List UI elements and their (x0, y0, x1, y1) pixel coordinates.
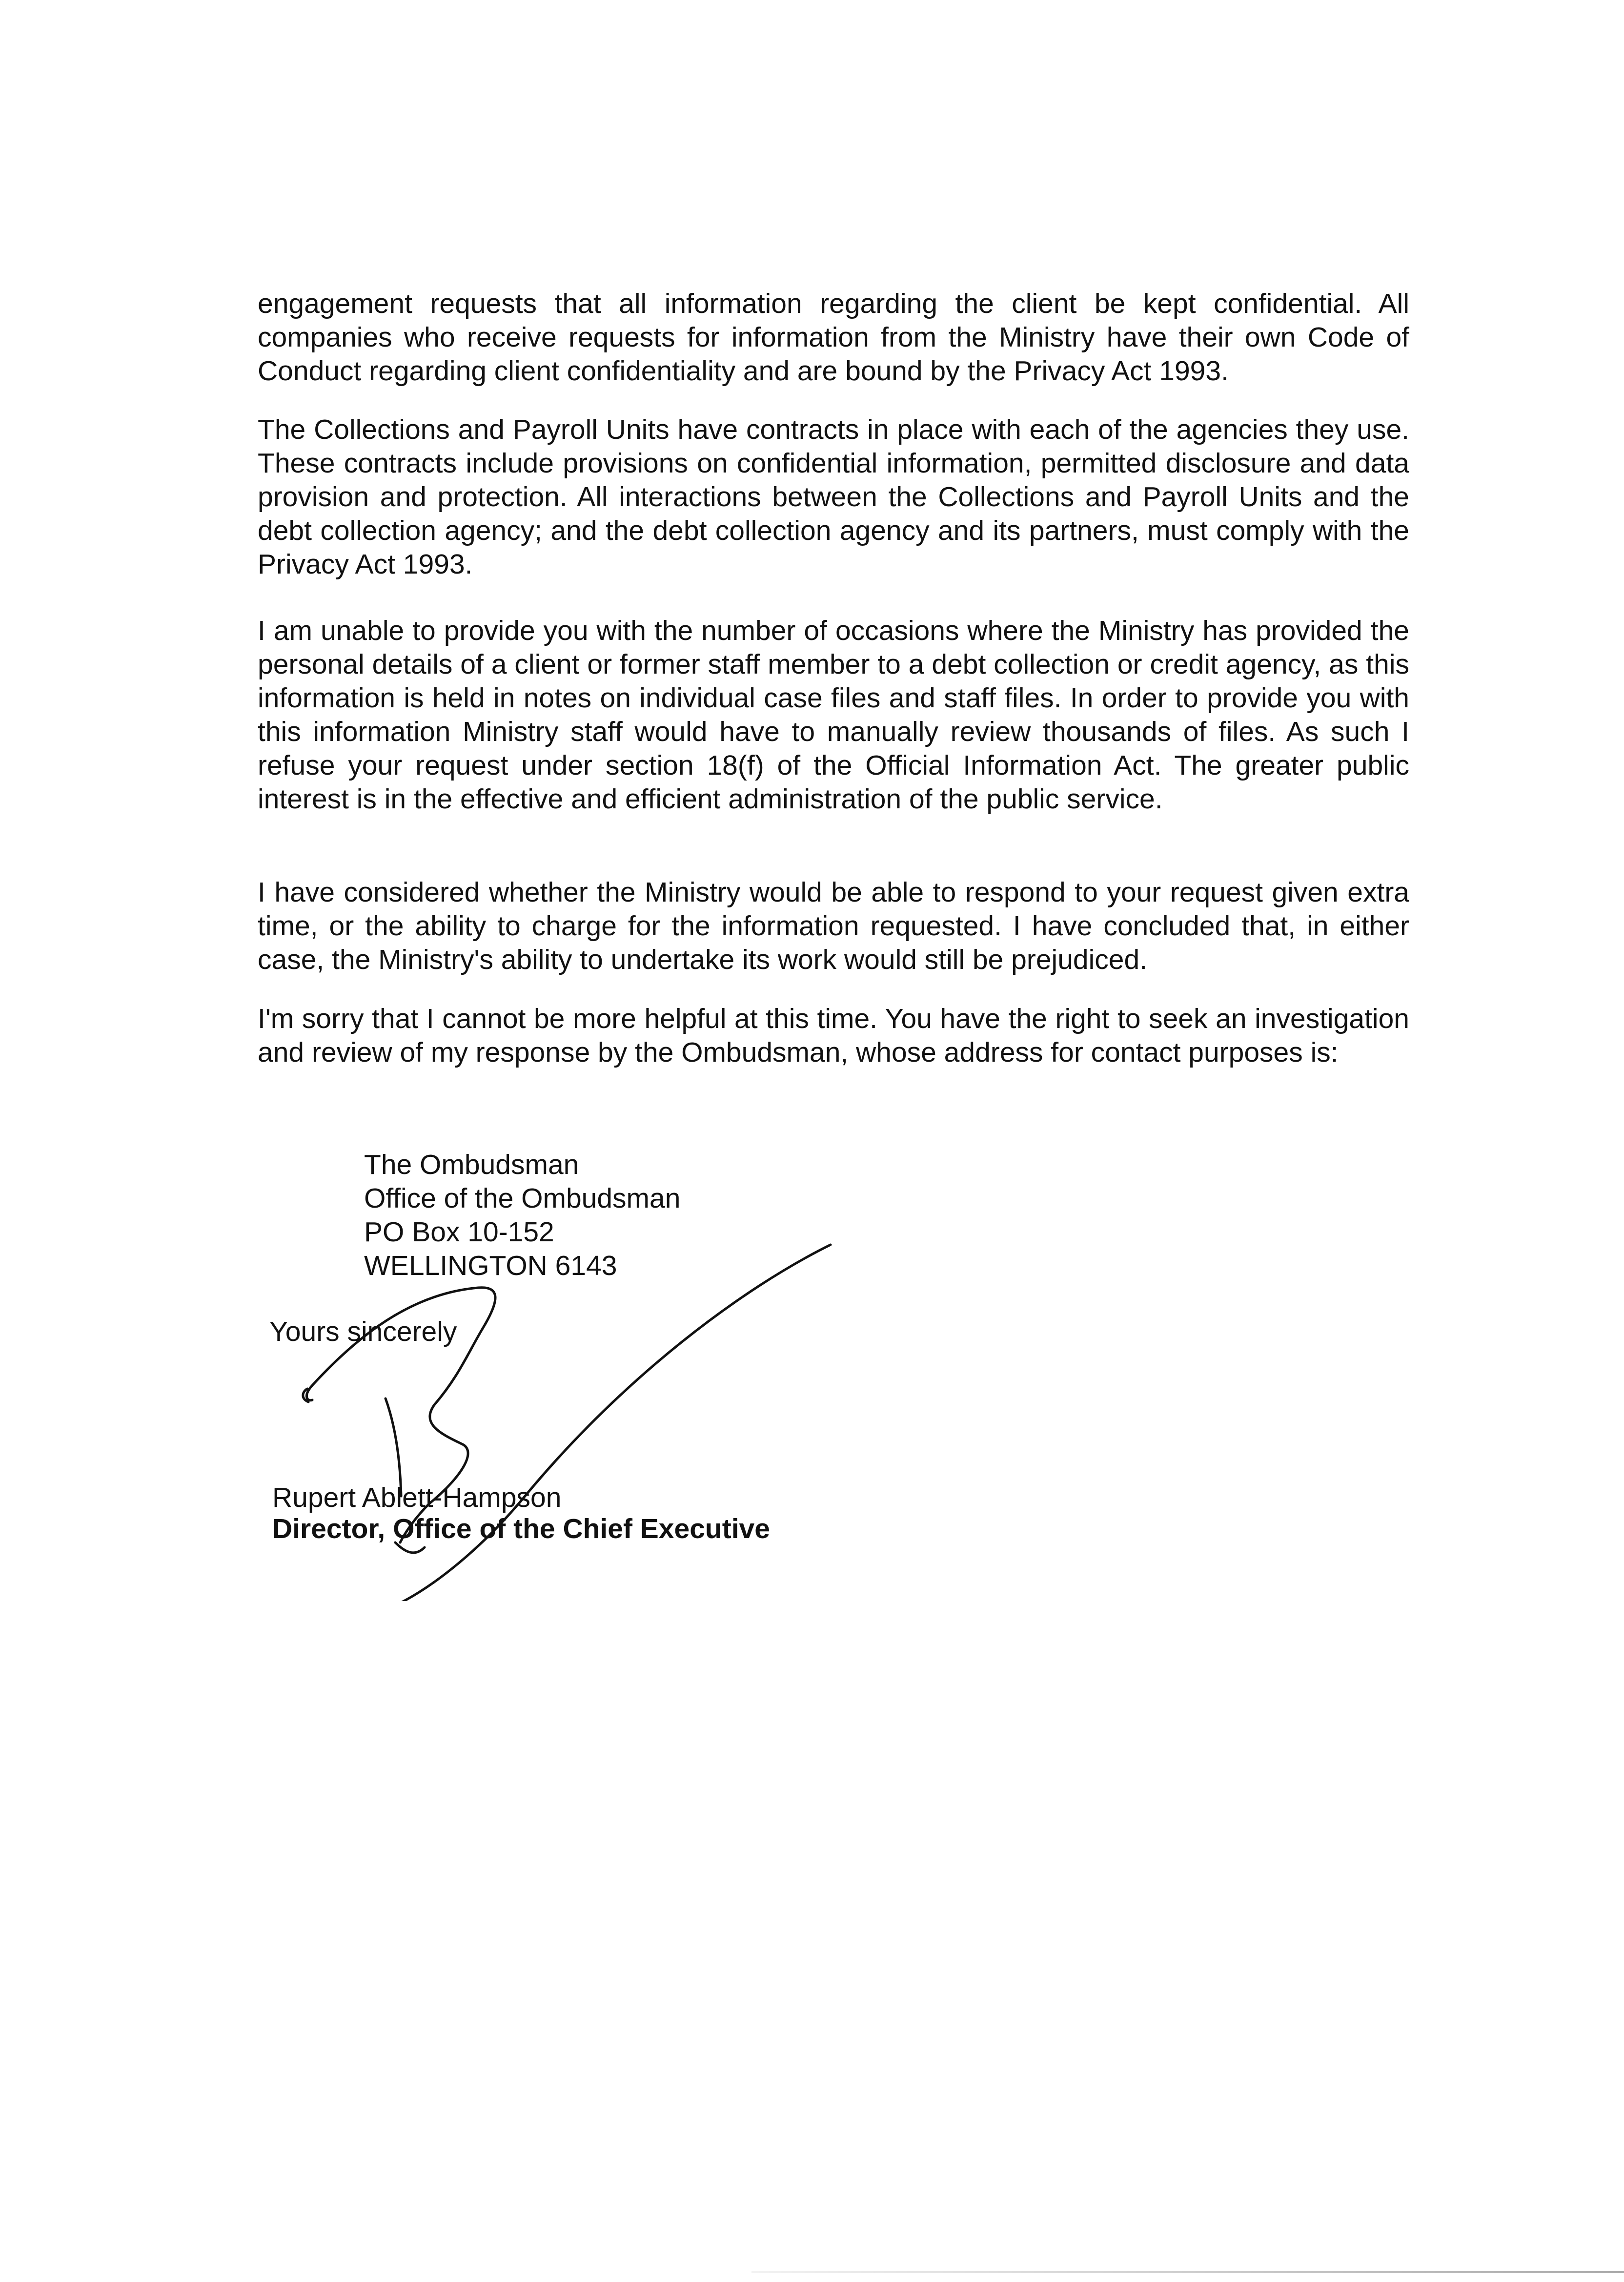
address-line-2: Office of the Ombudsman (364, 1183, 681, 1214)
closing-salutation: Yours sincerely (269, 1316, 457, 1347)
address-line-4: WELLINGTON 6143 (364, 1250, 617, 1281)
handwritten-signature (273, 1230, 859, 1601)
body-paragraph-1: engagement requests that all information regarding the client be kept confidential. All companies who receive requests for information from the Ministry have their own Code of Conduct regarding client confidentiality and are bound by the Privacy Act 1993. (258, 288, 1409, 387)
body-paragraph-4: I have considered whether the Ministry would be able to respond to your request given extra time, or the ability to charge for the information requested. I have concluded that, in either case, the Ministry's ability to undertake its work would still be prejudiced. (258, 877, 1409, 975)
body-paragraph-2: The Collections and Payroll Units have contracts in place with each of the agencies they use. These contracts include provisions on confidential information, permitted disclosure and data provision and protection. All interactions between the Collections and Payroll Units and the debt collection agency; and the debt collection agency and its partners, must comply with the Privacy Act 1993. (258, 414, 1409, 580)
address-line-3: PO Box 10-152 (364, 1216, 554, 1248)
address-line-1: The Ombudsman (364, 1149, 579, 1180)
body-paragraph-5: I'm sorry that I cannot be more helpful at this time. You have the right to seek an investigation and review of my response by the Ombudsman, whose address for contact purposes is: (258, 1003, 1409, 1068)
signer-title: Director, Office of the Chief Executive (272, 1513, 770, 1544)
scan-edge-line (751, 2271, 1624, 2273)
signer-name: Rupert Ablett-Hampson (272, 1482, 562, 1513)
body-paragraph-3: I am unable to provide you with the number of occasions where the Ministry has provided the personal details of a client or former staff member to a debt collection or credit agency, as this information is held in notes on individual case files and staff files. In order to provide you with this information Ministry staff would have to manually review thousands of files. As such I refuse your request under section 18(f) of the Official Information Act. The greater public interest is in the effective and efficient administration of the public service. (258, 615, 1409, 815)
